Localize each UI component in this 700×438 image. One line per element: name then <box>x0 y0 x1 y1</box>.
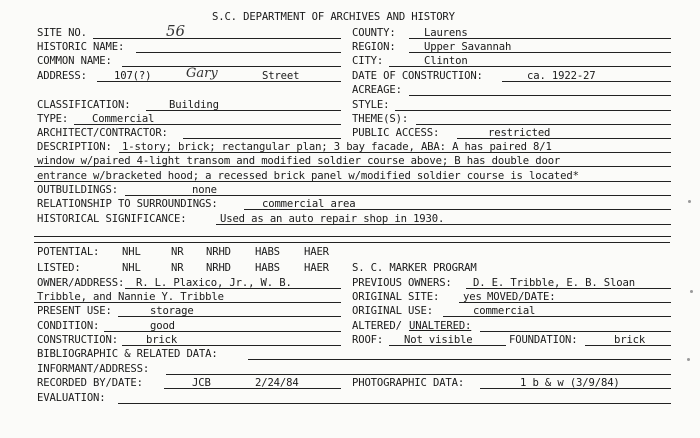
photographic-line <box>480 388 671 389</box>
type-line <box>74 124 341 125</box>
city-line <box>389 66 671 67</box>
present-use-label: PRESENT USE: <box>37 305 112 317</box>
owner-address-line-1: R. L. Plaxico, Jr., W. B. <box>136 277 292 289</box>
architect-line <box>183 138 341 139</box>
altered-label: ALTERED/ <box>352 320 402 332</box>
type-value: Commercial <box>92 113 155 125</box>
moved-date-label: MOVED/DATE: <box>487 291 556 303</box>
original-use-line <box>443 316 671 317</box>
recorded-by-initials: JCB <box>192 377 211 389</box>
condition-line <box>104 331 341 332</box>
roof-label: ROOF: <box>352 334 384 346</box>
address-street-handwritten: Gary <box>186 66 218 81</box>
altered-line <box>480 331 671 332</box>
date-construction-label: DATE OF CONSTRUCTION: <box>352 70 483 82</box>
informant-label: INFORMANT/ADDRESS: <box>37 363 150 375</box>
construction-line <box>122 345 341 346</box>
scan-speck <box>690 290 693 293</box>
scan-speck <box>688 200 691 203</box>
address-line <box>97 81 341 82</box>
city-value: Clinton <box>424 55 468 67</box>
county-label: COUNTY: <box>352 27 396 39</box>
potential-nrhd: NRHD <box>206 246 231 258</box>
original-site-line <box>459 302 671 303</box>
county-line <box>409 38 671 39</box>
historical-significance-label: HISTORICAL SIGNIFICANCE: <box>37 213 187 225</box>
style-line <box>395 110 671 111</box>
original-use-label: ORIGINAL USE: <box>352 305 433 317</box>
present-use-value: storage <box>150 305 194 317</box>
architect-label: ARCHITECT/CONTRACTOR: <box>37 127 168 139</box>
photographic-label: PHOTOGRAPHIC DATA: <box>352 377 465 389</box>
relationship-line <box>244 209 671 210</box>
potential-haer: HAER <box>304 246 329 258</box>
previous-owners-line-1: D. E. Tribble, E. B. Sloan <box>473 277 635 289</box>
historical-significance-value: Used as an auto repair shop in 1930. <box>220 213 445 225</box>
acreage-line <box>409 95 671 96</box>
classification-value: Building <box>169 99 219 111</box>
bibliographic-label: BIBLIOGRAPHIC & RELATED DATA: <box>37 348 218 360</box>
outbuildings-value: none <box>192 184 217 196</box>
theme-label: THEME(S): <box>352 113 409 125</box>
description-line-1: 1-story; brick; rectangular plan; 3 bay facade, ABA: A has paired 8/1 <box>122 141 552 153</box>
region-line <box>409 52 671 53</box>
listed-nhl: NHL <box>122 262 141 274</box>
outbuildings-label: OUTBUILDINGS: <box>37 184 118 196</box>
description-underline-2 <box>34 166 671 167</box>
listed-nr: NR <box>171 262 184 274</box>
foundation-value: brick <box>614 334 646 346</box>
potential-habs: HABS <box>255 246 280 258</box>
recorded-by-date: 2/24/84 <box>255 377 299 389</box>
scan-speck <box>687 358 690 361</box>
county-value: Laurens <box>424 27 468 39</box>
owner-address-line-2: Tribble, and Nannie Y. Tribble <box>37 291 224 303</box>
common-name-label: COMMON NAME: <box>37 55 112 67</box>
relationship-value: commercial area <box>262 198 356 210</box>
address-number: 107(?) <box>114 70 152 82</box>
city-label: CITY: <box>352 55 384 67</box>
common-name-line <box>122 66 341 67</box>
region-label: REGION: <box>352 41 396 53</box>
unaltered-label: UNALTERED: <box>409 320 472 332</box>
potential-nhl: NHL <box>122 246 141 258</box>
acreage-label: ACREAGE: <box>352 84 402 96</box>
classification-label: CLASSIFICATION: <box>37 99 131 111</box>
date-construction-value: ca. 1922-27 <box>527 70 596 82</box>
historical-significance-extra-line <box>34 236 671 237</box>
form-title: S.C. DEPARTMENT OF ARCHIVES AND HISTORY <box>212 11 455 23</box>
evaluation-label: EVALUATION: <box>37 392 106 404</box>
foundation-label: FOUNDATION: <box>509 334 578 346</box>
public-access-value: restricted <box>488 127 551 139</box>
previous-owners-label: PREVIOUS OWNERS: <box>352 277 452 289</box>
roof-value: Not visible <box>404 334 473 346</box>
historical-significance-line <box>216 224 671 225</box>
condition-label: CONDITION: <box>37 320 100 332</box>
roof-line <box>389 345 506 346</box>
public-access-line <box>457 138 671 139</box>
photographic-value: 1 b & w (3/9/84) <box>520 377 620 389</box>
listed-label: LISTED: <box>37 262 81 274</box>
original-use-value: commercial <box>473 305 536 317</box>
relationship-label: RELATIONSHIP TO SURROUNDINGS: <box>37 198 218 210</box>
date-construction-line <box>502 81 671 82</box>
listed-habs: HABS <box>255 262 280 274</box>
style-label: STYLE: <box>352 99 390 111</box>
foundation-line <box>585 345 671 346</box>
construction-label: CONSTRUCTION: <box>37 334 118 346</box>
description-underline-1 <box>119 152 671 153</box>
recorded-by-label: RECORDED BY/DATE: <box>37 377 143 389</box>
theme-line <box>416 124 671 125</box>
owner-address-underline-2 <box>34 302 341 303</box>
description-line-2: window w/paired 4-light transom and modified soldier course above; B has double door <box>37 155 561 167</box>
condition-value: good <box>150 320 175 332</box>
public-access-label: PUBLIC ACCESS: <box>352 127 440 139</box>
classification-line <box>146 110 341 111</box>
original-site-value: yes <box>463 291 482 303</box>
original-site-label: ORIGINAL SITE: <box>352 291 440 303</box>
owner-address-label: OWNER/ADDRESS: <box>37 277 125 289</box>
section-divider <box>34 242 670 243</box>
informant-line <box>166 374 671 375</box>
owner-address-underline-1 <box>125 288 341 289</box>
site-no-value: 56 <box>166 22 186 40</box>
evaluation-line <box>118 403 671 404</box>
region-value: Upper Savannah <box>424 41 512 53</box>
construction-value: brick <box>146 334 178 346</box>
potential-label: POTENTIAL: <box>37 246 100 258</box>
historic-name-label: HISTORIC NAME: <box>37 41 125 53</box>
bibliographic-line <box>248 359 671 360</box>
historic-name-line <box>136 52 341 53</box>
description-line-3: entrance w/bracketed hood; a recessed brick panel w/modified soldier course is located* <box>37 170 579 182</box>
marker-program-label: S. C. MARKER PROGRAM <box>352 262 477 274</box>
description-underline-3 <box>34 181 671 182</box>
description-label: DESCRIPTION: <box>37 141 112 153</box>
previous-owners-underline <box>466 288 671 289</box>
potential-nr: NR <box>171 246 184 258</box>
present-use-line <box>118 316 341 317</box>
type-label: TYPE: <box>37 113 69 125</box>
address-label: ADDRESS: <box>37 70 87 82</box>
recorded-by-line <box>164 388 341 389</box>
address-street-type: Street <box>262 70 300 82</box>
outbuildings-line <box>125 195 671 196</box>
site-no-label: SITE NO. <box>37 27 87 39</box>
listed-haer: HAER <box>304 262 329 274</box>
listed-nrhd: NRHD <box>206 262 231 274</box>
site-no-line <box>93 38 341 39</box>
